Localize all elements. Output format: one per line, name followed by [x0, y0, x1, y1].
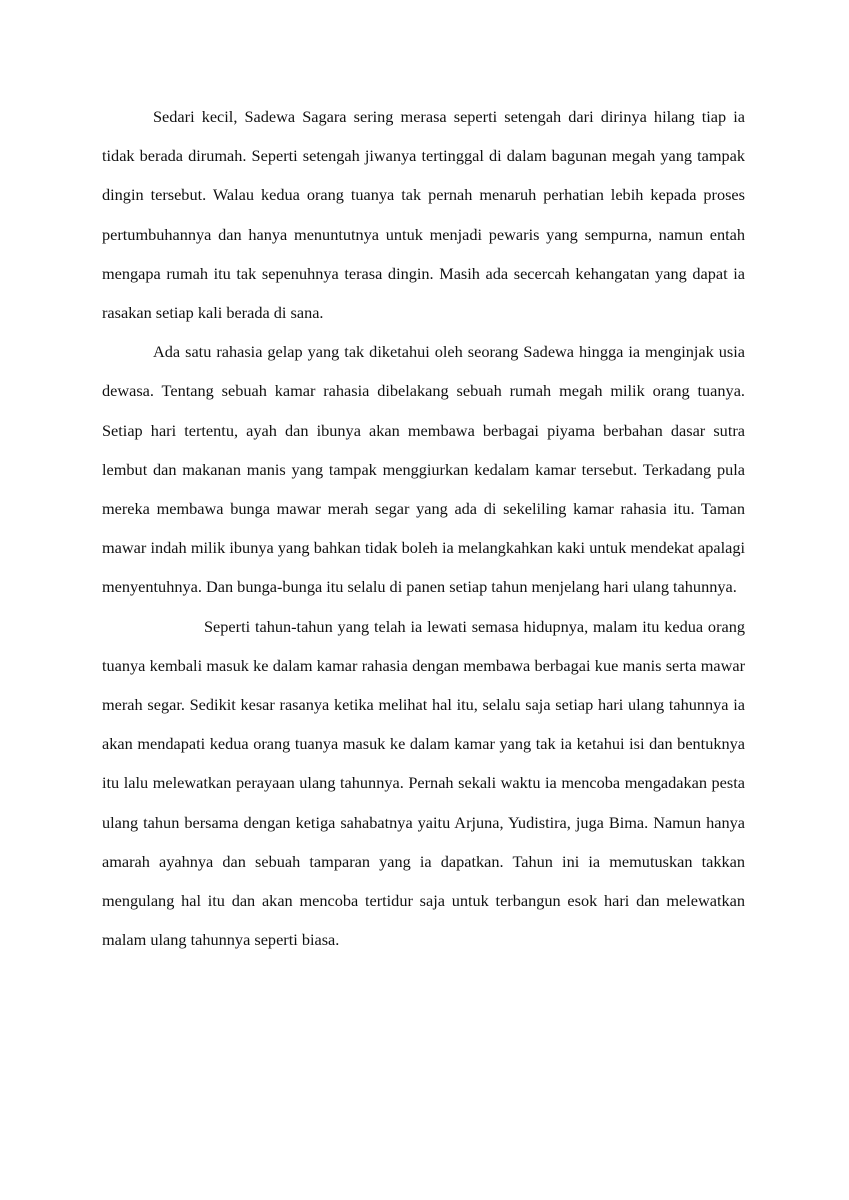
paragraph-3: Seperti tahun-tahun yang telah ia lewati semasa hidupnya, malam itu kedua orang tuanya kembali masuk ke dalam kamar rahasia dengan membawa berbagai kue manis serta mawar merah segar. Sedikit kesar rasanya ketika melihat hal itu, selalu saja setiap hari ulang tahunnya ia akan mendapati kedua orang tuanya masuk ke dalam kamar yang tak ia ketahui isi dan bentuknya itu lalu melewatkan perayaan ulang tahunnya. Pernah sekali waktu ia mencoba mengadakan pesta ulang tahun bersama dengan ketiga sahabatnya yaitu Arjuna, Yudistira, juga Bima. Namun hanya amarah ayahnya dan sebuah tamparan yang ia dapatkan. Tahun ini ia memutuskan takkan mengulang hal itu dan akan mencoba tertidur saja untuk terbangun esok hari dan melewatkan malam ulang tahunnya seperti biasa.: [102, 616, 745, 950]
body-text: [102, 97, 745, 959]
paragraph-2: Ada satu rahasia gelap yang tak diketahui oleh seorang Sadewa hingga ia menginjak usia dewasa. Tentang sebuah kamar rahasia dibelakang sebuah rumah megah milik orang tuanya. Setiap hari tertentu, ayah dan ibunya akan membawa berbagai piyama berbahan dasar sutra lembut dan makanan manis yang tampak menggiurkan kedalam kamar tersebut. Terkadang pula mereka membawa bunga mawar merah segar yang ada di sekeliling kamar rahasia itu. Taman mawar indah milik ibunya yang bahkan tidak boleh ia melangkahkan kaki untuk mendekat apalagi menyentuhnya. Dan bunga-bunga itu selalu di panen setiap tahun menjelang hari ulang tahunnya.: [102, 342, 745, 597]
paragraph-1: Sedari kecil, Sadewa Sagara sering merasa seperti setengah dari dirinya hilang tiap ia tidak berada dirumah. Seperti setengah jiwanya tertinggal di dalam bagunan megah yang tampak dingin tersebut. Walau kedua orang tuanya tak pernah menaruh perhatian lebih kepada proses pertumbuhannya dan hanya menuntutnya untuk menjadi pewaris yang sempurna, namun entah mengapa rumah itu tak sepenuhnya terasa dingin. Masih ada secercah kehangatan yang dapat ia rasakan setiap kali berada di sana.: [102, 107, 745, 323]
